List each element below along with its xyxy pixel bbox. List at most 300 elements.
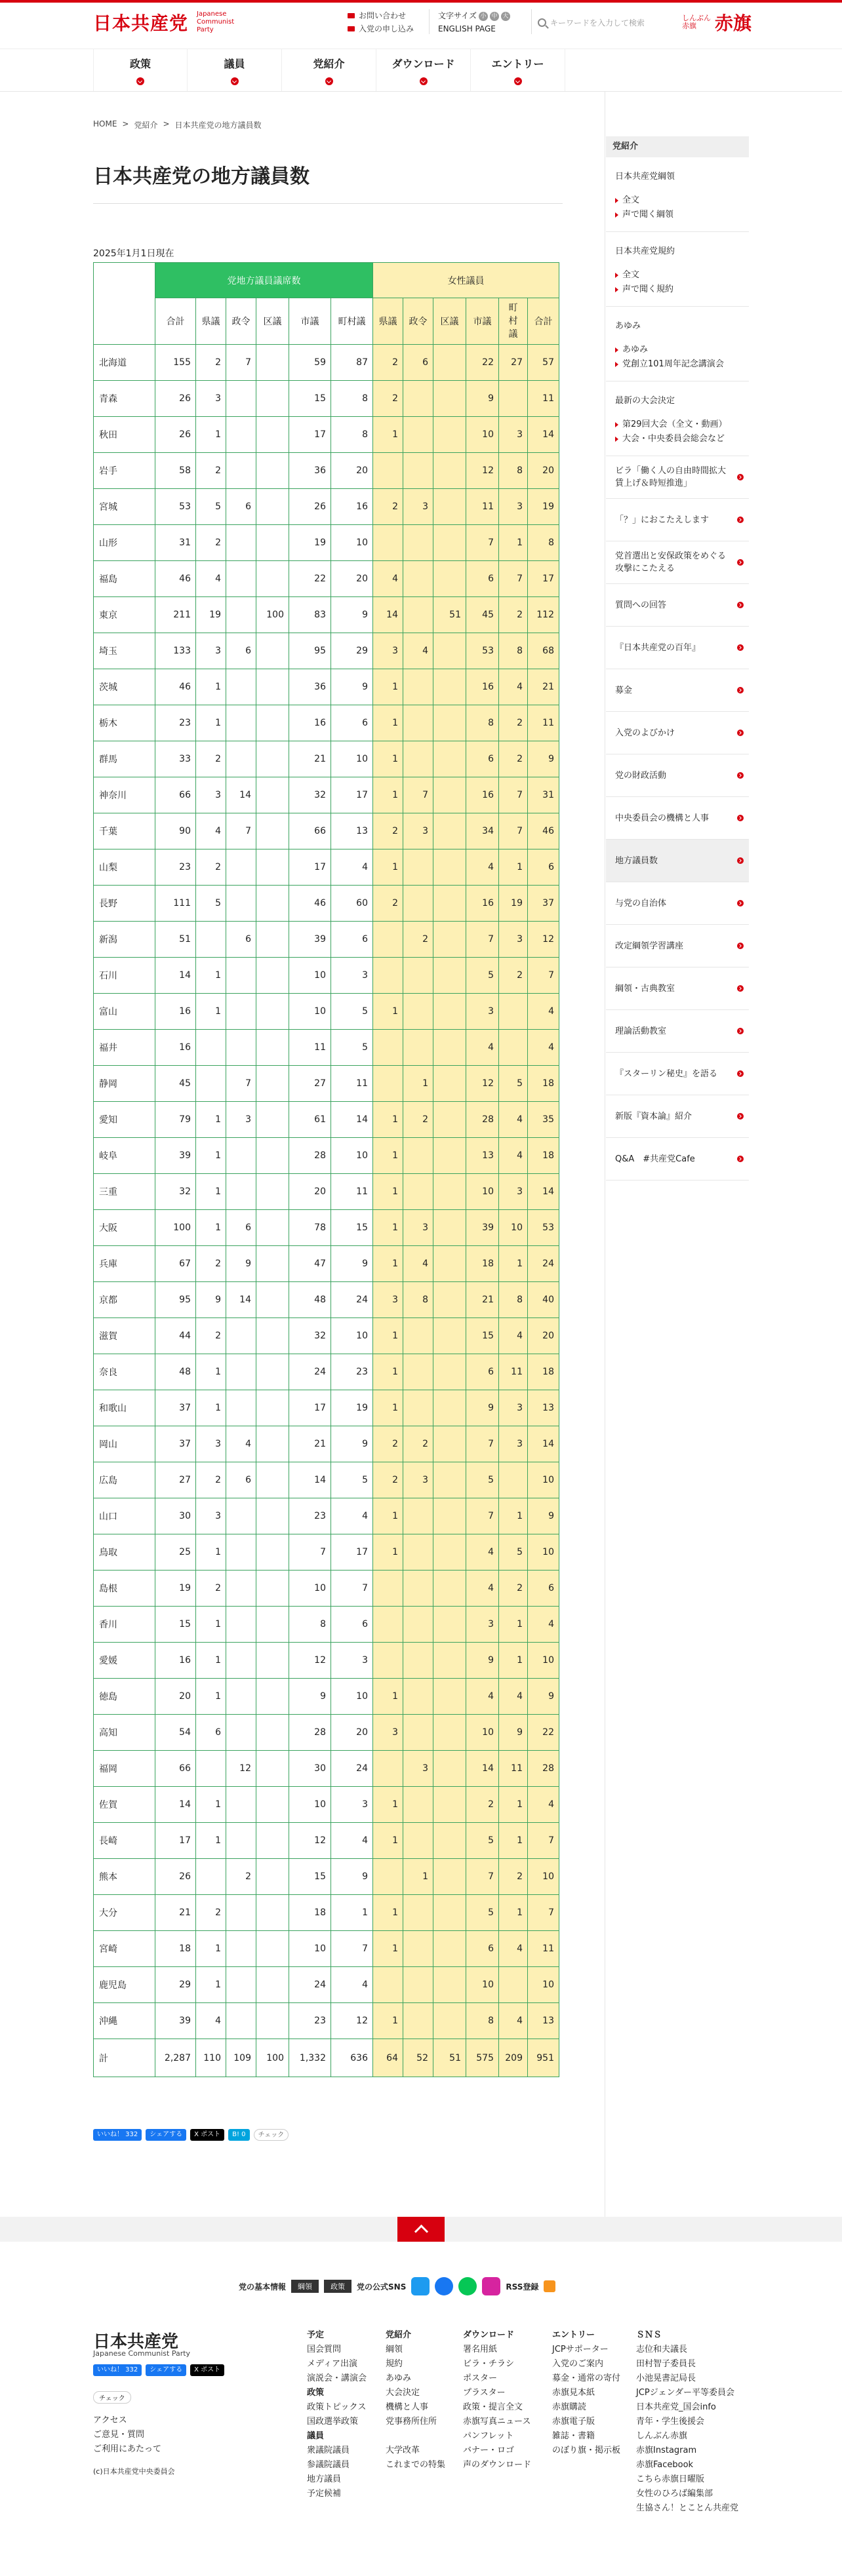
count-cell (226, 669, 256, 705)
x-post-button[interactable]: X ポスト (190, 2364, 224, 2376)
count-cell (403, 2003, 433, 2039)
count-cell: 7 (226, 1066, 256, 1102)
footer-column-heading[interactable]: エントリー (552, 2330, 595, 2340)
count-cell (433, 1607, 466, 1643)
count-cell: 7 (466, 525, 499, 561)
count-cell: 27 (155, 1462, 196, 1498)
count-cell (256, 1787, 289, 1823)
sidebar-sublink[interactable] (615, 432, 742, 446)
count-cell (256, 958, 289, 994)
footer-link[interactable]: 綱領 (386, 2345, 403, 2354)
count-cell: 1 (196, 1643, 226, 1679)
prefecture-cell: 大分 (94, 1895, 155, 1931)
count-cell: 1 (373, 1498, 403, 1534)
footer-column-heading[interactable]: ダウンロード (463, 2330, 515, 2340)
footer-link[interactable]: 大会決定 (386, 2388, 420, 2398)
count-cell: 6 (466, 1931, 499, 1967)
count-cell (433, 1823, 466, 1859)
count-cell (403, 597, 433, 633)
count-cell: 66 (289, 813, 331, 849)
count-cell: 6 (466, 1354, 499, 1390)
footer-link[interactable]: 女性のひろば編集部 (636, 2489, 713, 2499)
count-cell: 11 (289, 1030, 331, 1066)
count-cell (403, 1679, 433, 1715)
footer-access-link[interactable]: アクセス (93, 2415, 127, 2425)
count-cell: 19 (196, 597, 226, 633)
footer-link[interactable]: JCPジェンダー平等委員会 (636, 2388, 734, 2398)
sidebar-group-title[interactable]: 最新の大会決定 (615, 396, 675, 406)
arrow-right-icon (737, 857, 744, 864)
prefecture-cell: 石川 (94, 958, 155, 994)
footer-link[interactable]: 志位和夫議長 (636, 2345, 688, 2354)
prefecture-cell: 茨城 (94, 669, 155, 705)
sidebar-item[interactable] (606, 840, 749, 882)
prefecture-cell: 埼玉 (94, 633, 155, 669)
count-cell: 9 (528, 741, 559, 777)
facebook-like-button[interactable]: いいね！ 332 (93, 2364, 142, 2376)
footer-link[interactable]: 政策・提言全文 (463, 2402, 523, 2412)
count-cell: 11 (499, 1751, 528, 1787)
count-cell: 20 (155, 1679, 196, 1715)
footer-check-button[interactable]: チェック (93, 2391, 131, 2404)
count-cell: 5 (499, 1066, 528, 1102)
count-cell (433, 1102, 466, 1138)
table-row (94, 1643, 559, 1679)
footer-link[interactable]: 募金・通常の寄付 (552, 2373, 621, 2383)
footer-link[interactable]: 署名用紙 (463, 2345, 498, 2354)
footer-column-heading[interactable]: 党紹介 (386, 2330, 412, 2340)
count-cell: 4 (226, 1426, 256, 1462)
count-cell: 21 (466, 1282, 499, 1318)
count-cell: 3 (403, 1462, 433, 1498)
count-cell (373, 1571, 403, 1607)
sidebar-item[interactable] (606, 754, 749, 797)
count-cell (373, 922, 403, 958)
triangle-right-icon (615, 212, 618, 218)
sidebar-sublink[interactable] (615, 208, 742, 222)
table-row (94, 1066, 559, 1102)
count-cell: 4 (331, 1967, 373, 2003)
join-link[interactable] (348, 22, 414, 35)
footer-logo[interactable]: 日本共産党 (93, 2332, 179, 2352)
count-cell: 44 (155, 1318, 196, 1354)
footer-link[interactable]: 赤旗電子版 (552, 2417, 595, 2427)
prefecture-cell: 鹿児島 (94, 1967, 155, 2003)
count-cell: 19 (155, 1571, 196, 1607)
footer-link[interactable]: 赤旗見本紙 (552, 2388, 595, 2398)
sidebar-item-label: 入党のよびかけ (615, 728, 675, 738)
count-cell: 10 (528, 1859, 559, 1895)
footer-link[interactable]: JCPサポーター (552, 2345, 609, 2354)
footer-link[interactable]: 国政選挙政策 (307, 2417, 359, 2427)
footer-link[interactable]: 赤旗Facebook (636, 2460, 694, 2470)
count-cell (433, 345, 466, 381)
footer-link[interactable]: しんぶん赤旗 (636, 2431, 688, 2441)
basics-policy-link[interactable]: 政策 (324, 2280, 351, 2293)
twitter-icon[interactable] (411, 2277, 430, 2295)
footer-link[interactable]: 党事務所住所 (386, 2417, 437, 2427)
table-row (94, 1967, 559, 2003)
sidebar-group-title[interactable]: 日本共産党規約 (615, 246, 675, 256)
count-cell: 2 (373, 886, 403, 922)
table-row (94, 1210, 559, 1246)
count-cell (226, 994, 256, 1030)
count-cell: 51 (433, 597, 466, 633)
site-logo[interactable]: 日本共産党 (93, 12, 189, 34)
sidebar-item-label: 『スターリン秘史』を語る (615, 1068, 718, 1079)
nav-about[interactable] (282, 49, 376, 91)
count-cell: 2 (499, 705, 528, 741)
chevron-down-icon (136, 77, 144, 85)
footer-link[interactable]: パンフレット (463, 2431, 514, 2441)
nav-download[interactable] (376, 49, 471, 91)
sidebar-item[interactable] (606, 882, 749, 925)
sidebar-item[interactable] (606, 797, 749, 840)
footer-opinion-link[interactable]: ご意見・質問 (93, 2430, 145, 2440)
count-cell: 18 (528, 1354, 559, 1390)
count-cell (499, 1030, 528, 1066)
footer-column-heading[interactable]: 議員 (307, 2431, 325, 2441)
footer-link[interactable]: あゆみ (386, 2373, 412, 2383)
count-cell: 21 (155, 1895, 196, 1931)
count-cell: 13 (331, 813, 373, 849)
facebook-share-button[interactable]: シェアする (146, 2364, 186, 2376)
table-row (94, 381, 559, 417)
column-header: 県議 (373, 298, 403, 345)
breadcrumb-home[interactable]: HOME (93, 119, 117, 128)
count-cell (433, 1895, 466, 1931)
count-cell: 9 (226, 1246, 256, 1282)
rss-label[interactable]: RSS登録 (506, 2282, 539, 2292)
x-post-button[interactable]: X ポスト (190, 2129, 224, 2141)
footer-link[interactable]: 赤旗購読 (552, 2402, 587, 2412)
count-cell: 100 (155, 1210, 196, 1246)
sidebar-item[interactable] (606, 712, 749, 754)
count-cell: 95 (289, 633, 331, 669)
count-cell: 10 (289, 1931, 331, 1967)
sidebar-item[interactable] (606, 1053, 749, 1095)
count-cell (256, 741, 289, 777)
table-row (94, 994, 559, 1030)
count-cell: 10 (289, 1787, 331, 1823)
count-cell: 24 (528, 1246, 559, 1282)
count-cell (433, 1282, 466, 1318)
count-cell: 1 (196, 1390, 226, 1426)
count-cell: 3 (196, 1426, 226, 1462)
sidebar-group (606, 157, 749, 232)
count-cell: 46 (528, 813, 559, 849)
footer-link[interactable]: 雑誌・書籍 (552, 2431, 595, 2441)
count-cell: 1 (196, 705, 226, 741)
count-cell: 9 (331, 1426, 373, 1462)
footer-link[interactable]: 小池晃書記局長 (636, 2373, 696, 2383)
footer-link[interactable]: 声のダウンロード (463, 2460, 532, 2470)
column-header: 政令 (226, 298, 256, 345)
sidebar-sublink[interactable] (615, 357, 742, 372)
footer-column-heading[interactable]: 政策 (307, 2388, 325, 2398)
nav-entry[interactable] (471, 49, 565, 91)
count-cell (433, 922, 466, 958)
prefecture-cell: 福岡 (94, 1751, 155, 1787)
sidebar-item[interactable] (606, 1095, 749, 1138)
footer-links (93, 2413, 161, 2457)
count-cell: 8 (331, 381, 373, 417)
count-cell: 4 (466, 1534, 499, 1571)
count-cell: 1 (373, 1823, 403, 1859)
count-cell: 28 (289, 1138, 331, 1174)
basics-platform-link[interactable]: 綱領 (291, 2280, 319, 2293)
font-size-large-button[interactable]: 大 (501, 12, 510, 21)
sidebar-sublink[interactable] (615, 283, 742, 297)
count-cell: 22 (528, 1715, 559, 1751)
sidebar-item[interactable] (606, 1010, 749, 1053)
sidebar-sublink[interactable] (615, 343, 742, 357)
count-cell (433, 1354, 466, 1390)
sidebar-group (606, 232, 749, 307)
sidebar-item[interactable] (606, 967, 749, 1010)
sidebar-item[interactable] (606, 456, 749, 499)
footer-link[interactable]: 機構と人事 (386, 2402, 429, 2412)
count-cell (499, 994, 528, 1030)
nav-members[interactable] (188, 49, 282, 91)
count-cell: 53 (155, 489, 196, 525)
count-cell: 30 (155, 1498, 196, 1534)
count-cell: 1 (373, 777, 403, 813)
footer-link[interactable]: バナー・ロゴ (463, 2446, 515, 2455)
footer-link[interactable]: 日本共産党_国会info (636, 2402, 716, 2412)
count-cell (403, 1138, 433, 1174)
footer-link[interactable]: 予定候補 (307, 2489, 342, 2499)
footer-link[interactable]: 衆議院議員 (307, 2446, 350, 2455)
count-cell (196, 1066, 226, 1102)
count-cell: 27 (499, 345, 528, 381)
count-cell: 2 (196, 849, 226, 886)
footer-link[interactable]: 政策トピックス (307, 2402, 367, 2412)
footer-terms-link[interactable]: ご利用にあたって (93, 2444, 162, 2454)
english-page-link[interactable]: ENGLISH PAGE (438, 24, 496, 33)
spacer (386, 2429, 463, 2444)
footer-link[interactable]: 演説会・講演会 (307, 2373, 367, 2383)
footer-link[interactable]: 入党のご案内 (552, 2359, 604, 2369)
count-cell (256, 1390, 289, 1426)
count-cell: 2 (196, 345, 226, 381)
footer-link[interactable]: こちら赤旗日曜版 (636, 2474, 705, 2484)
count-cell: 7 (466, 1426, 499, 1462)
footer-link[interactable]: プラスター (463, 2388, 506, 2398)
mixi-check-button[interactable]: チェック (254, 2129, 289, 2141)
count-cell (433, 1246, 466, 1282)
prefecture-cell: 宮城 (94, 489, 155, 525)
footer-link[interactable]: 参議院議員 (307, 2460, 350, 2470)
count-cell: 1 (499, 1246, 528, 1282)
footer-link[interactable]: 赤旗写真ニュース (463, 2417, 531, 2427)
count-cell: 8 (499, 1282, 528, 1318)
count-cell (256, 1354, 289, 1390)
count-cell (256, 561, 289, 597)
arrow-right-icon (737, 1156, 744, 1162)
back-to-top-button[interactable] (397, 2217, 445, 2242)
count-cell (256, 2003, 289, 2039)
contact-link[interactable] (348, 9, 414, 22)
facebook-like-button[interactable]: いいね！ 332 (93, 2129, 142, 2141)
footer-link[interactable]: 田村智子委員長 (636, 2359, 696, 2369)
sidebar-sublink[interactable] (615, 418, 742, 432)
count-cell (226, 1498, 256, 1534)
count-cell: 12 (289, 1643, 331, 1679)
count-cell: 8 (499, 633, 528, 669)
sidebar-item[interactable] (606, 1138, 749, 1181)
footer-column-heading[interactable]: 予定 (307, 2330, 325, 2340)
sidebar-item[interactable] (606, 669, 749, 712)
divider (531, 9, 532, 34)
count-cell: 2 (403, 1426, 433, 1462)
table-row (94, 561, 559, 597)
nav-policy[interactable] (93, 49, 188, 91)
search-input[interactable]: キーワードを入力して検索 (550, 18, 645, 28)
count-cell: 4 (499, 2003, 528, 2039)
count-cell: 20 (331, 453, 373, 489)
footer-link[interactable]: 規約 (386, 2359, 403, 2369)
footer-link[interactable]: 赤旗Instagram (636, 2446, 697, 2455)
table-row (94, 1426, 559, 1462)
count-cell: 20 (528, 1318, 559, 1354)
font-size-small-button[interactable]: 小 (479, 12, 488, 21)
footer-link[interactable]: ビラ・チラシ (463, 2359, 515, 2369)
count-cell: 4 (196, 813, 226, 849)
logo-sub-line: Party (197, 26, 214, 33)
footer-link[interactable]: 生協さん！とことん共産党 (636, 2503, 739, 2513)
facebook-share-button[interactable]: シェアする (146, 2129, 186, 2141)
nav-label: エントリー (491, 57, 544, 70)
count-cell: 26 (289, 489, 331, 525)
count-cell: 17 (289, 417, 331, 453)
sidebar-item[interactable] (606, 925, 749, 967)
count-cell (403, 561, 433, 597)
sidebar-item[interactable] (606, 584, 749, 627)
search-box[interactable] (538, 10, 669, 34)
footer-link[interactable]: 青年・学生後援会 (636, 2417, 705, 2427)
count-cell (256, 922, 289, 958)
count-cell: 1 (373, 417, 403, 453)
count-cell: 21 (528, 669, 559, 705)
count-cell (433, 849, 466, 886)
chevron-down-icon (514, 77, 522, 85)
count-cell: 1 (373, 1318, 403, 1354)
count-cell: 14 (528, 1426, 559, 1462)
count-cell (433, 669, 466, 705)
count-cell: 16 (289, 705, 331, 741)
line-icon[interactable] (458, 2277, 477, 2295)
table-row (94, 705, 559, 741)
sidebar-sublink[interactable] (615, 193, 742, 208)
count-cell: 575 (466, 2039, 499, 2077)
font-size-medium-button[interactable]: 中 (490, 12, 499, 21)
count-cell: 4 (196, 561, 226, 597)
rss-icon[interactable] (544, 2280, 555, 2292)
count-cell (403, 886, 433, 922)
global-nav (0, 49, 842, 92)
triangle-right-icon (615, 347, 618, 353)
count-cell: 6 (226, 489, 256, 525)
page-title: 日本共産党の地方議員数 (93, 160, 563, 204)
breadcrumb-about[interactable]: 党紹介 (134, 121, 158, 130)
count-cell: 10 (528, 1534, 559, 1571)
instagram-icon[interactable] (482, 2277, 500, 2295)
count-cell (226, 453, 256, 489)
count-cell: 46 (289, 886, 331, 922)
prefecture-cell: 群馬 (94, 741, 155, 777)
count-cell: 31 (528, 777, 559, 813)
nav-label: ダウンロード (391, 57, 455, 70)
footer-link[interactable]: 国会質問 (307, 2345, 342, 2354)
search-icon[interactable] (538, 18, 546, 27)
sidebar-item-label: 党首選出と安保政策をめぐる攻撃にこたえる (615, 551, 727, 574)
sidebar-group-title[interactable]: 日本共産党綱領 (615, 172, 675, 182)
count-cell: 209 (499, 2039, 528, 2077)
footer-link[interactable]: のぼり旗・掲示板 (552, 2446, 621, 2455)
count-cell: 46 (155, 669, 196, 705)
sidebar-item[interactable] (606, 499, 749, 541)
footer-link[interactable]: これまでの特集 (386, 2460, 446, 2470)
footer-link[interactable]: メディア出演 (307, 2359, 357, 2369)
count-cell: 18 (289, 1895, 331, 1931)
table-row (94, 1354, 559, 1390)
count-cell: 9 (289, 1679, 331, 1715)
prefecture-cell: 長野 (94, 886, 155, 922)
count-cell (499, 381, 528, 417)
copyright: (c)日本共産党中央委員会 (93, 2467, 175, 2476)
footer-link[interactable]: ポスター (463, 2373, 498, 2383)
count-cell: 19 (289, 525, 331, 561)
count-cell (226, 1571, 256, 1607)
sidebar-item-label: 「？」におこたえします (615, 515, 710, 525)
count-cell: 2 (499, 741, 528, 777)
count-cell: 5 (466, 958, 499, 994)
count-cell: 4 (466, 1571, 499, 1607)
count-cell (226, 849, 256, 886)
count-cell: 67 (155, 1246, 196, 1282)
footer-link[interactable]: 地方議員 (307, 2474, 342, 2484)
akahata-logo[interactable] (682, 9, 752, 35)
hatena-bookmark-button[interactable]: B! 0 (228, 2129, 249, 2141)
sidebar-group-title[interactable]: あゆみ (615, 321, 641, 331)
count-cell (433, 2003, 466, 2039)
footer-link[interactable]: 大学改革 (386, 2446, 420, 2455)
count-cell: 3 (499, 1174, 528, 1210)
count-cell: 83 (289, 597, 331, 633)
facebook-icon[interactable] (435, 2277, 453, 2295)
count-cell (226, 741, 256, 777)
sidebar-sublink[interactable] (615, 268, 742, 283)
count-cell (256, 1679, 289, 1715)
count-cell: 28 (289, 1715, 331, 1751)
count-cell: 20 (289, 1174, 331, 1210)
count-cell (403, 1174, 433, 1210)
count-cell: 95 (155, 1282, 196, 1318)
footer-column-heading[interactable]: ＳＮＳ (636, 2330, 662, 2340)
count-cell: 68 (528, 633, 559, 669)
sidebar-item[interactable] (606, 541, 749, 584)
count-cell (226, 958, 256, 994)
count-cell: 3 (499, 1390, 528, 1426)
count-cell (256, 1715, 289, 1751)
count-cell: 15 (155, 1607, 196, 1643)
arrow-right-icon (737, 730, 744, 736)
sidebar-item[interactable] (606, 627, 749, 669)
count-cell (226, 597, 256, 633)
akahata-title: 赤旗 (715, 12, 752, 34)
sidebar-item-label: Q&A #共産党Cafe (615, 1154, 695, 1164)
